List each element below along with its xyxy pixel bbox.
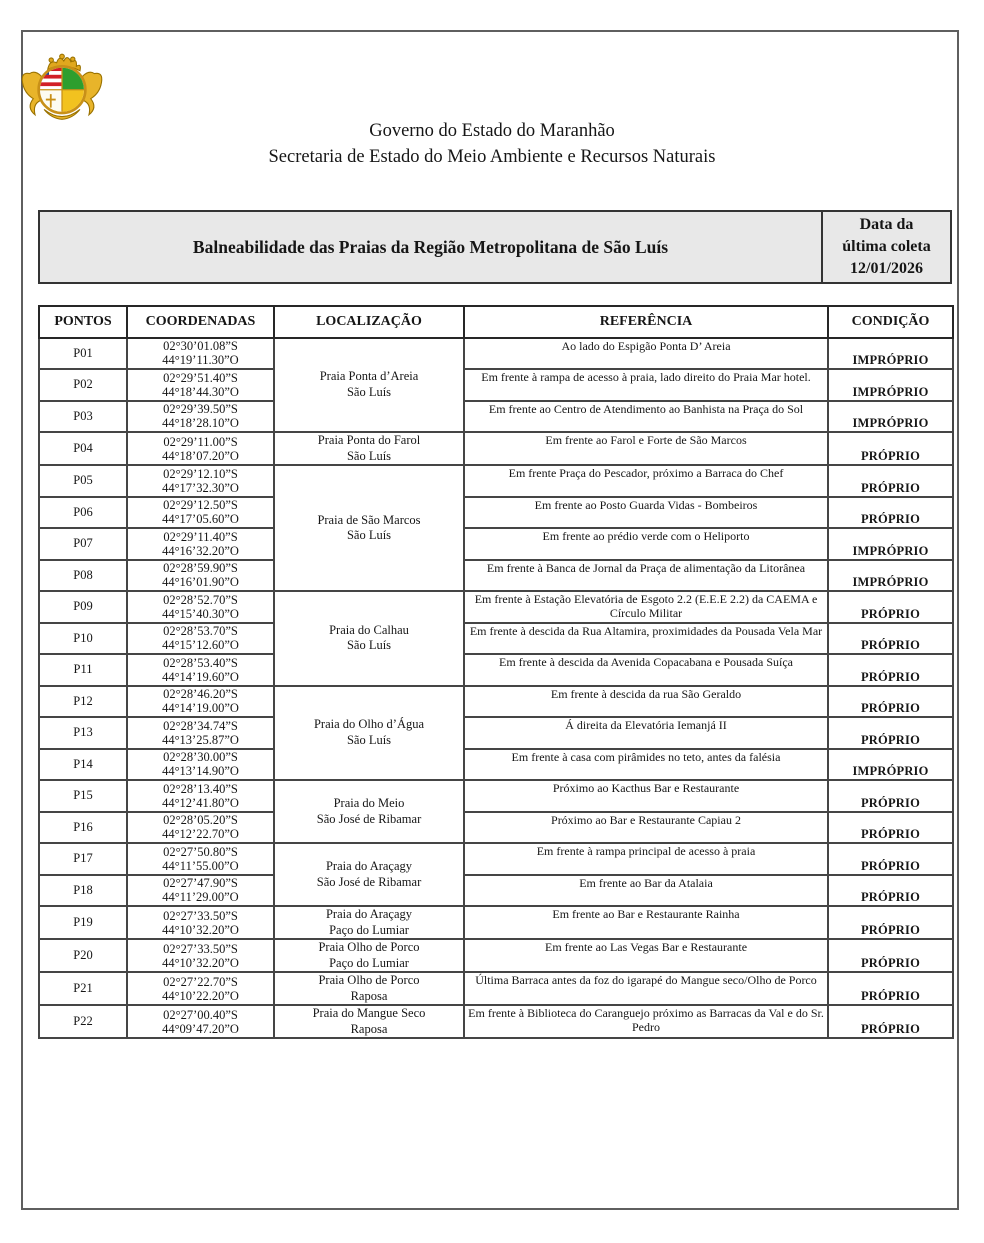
- condition-cell: PRÓPRIO: [828, 780, 953, 812]
- point-id-cell: P18: [39, 875, 127, 907]
- coordinates-cell: 02°29’12.10”S 44°17’32.30”O: [127, 465, 274, 497]
- coordinates-cell: 02°28’52.70”S 44°15’40.30”O: [127, 591, 274, 623]
- reference-cell: Em frente à descida da rua São Geraldo: [464, 686, 828, 718]
- reference-cell: Próximo ao Kacthus Bar e Restaurante: [464, 780, 828, 812]
- condition-cell: PRÓPRIO: [828, 717, 953, 749]
- reference-cell: Ao lado do Espigão Ponta D’ Areia: [464, 338, 828, 370]
- location-cell: Praia do Araçagy Paço do Lumiar: [274, 906, 464, 939]
- location-cell: Praia do Araçagy São José de Ribamar: [274, 843, 464, 906]
- reference-cell: Em frente à Biblioteca do Caranguejo próximo as Barracas da Val e do Sr. Pedro: [464, 1005, 828, 1038]
- coordinates-cell: 02°28’05.20”S 44°12’22.70”O: [127, 812, 274, 844]
- reference-cell: Em frente à rampa principal de acesso à praia: [464, 843, 828, 875]
- location-cell: Praia Olho de Porco Paço do Lumiar: [274, 939, 464, 972]
- point-id-cell: P08: [39, 560, 127, 592]
- location-cell: Praia do Olho d’Água São Luís: [274, 686, 464, 781]
- point-id-cell: P01: [39, 338, 127, 370]
- point-id-cell: P19: [39, 906, 127, 939]
- condition-cell: PRÓPRIO: [828, 906, 953, 939]
- condition-cell: PRÓPRIO: [828, 812, 953, 844]
- point-id-cell: P04: [39, 432, 127, 465]
- date-value: 12/01/2026: [850, 260, 923, 277]
- coordinates-cell: 02°28’53.40”S 44°14’19.60”O: [127, 654, 274, 686]
- table-row: [39, 528, 953, 560]
- reference-cell: Em frente ao Bar e Restaurante Rainha: [464, 906, 828, 939]
- location-cell: Praia do Calhau São Luís: [274, 591, 464, 686]
- point-id-cell: P05: [39, 465, 127, 497]
- coat-of-arms-icon: [15, 52, 109, 122]
- coordinates-cell: 02°27’22.70”S 44°10’22.20”O: [127, 972, 274, 1005]
- report-title: Balneabilidade das Praias da Região Metropolitana de São Luís: [192, 236, 669, 257]
- point-id-cell: P06: [39, 497, 127, 529]
- coordinates-cell: 02°29’39.50”S 44°18’28.10”O: [127, 401, 274, 433]
- reference-cell: Em frente ao Centro de Atendimento ao Banhista na Praça do Sol: [464, 401, 828, 433]
- point-id-cell: P09: [39, 591, 127, 623]
- condition-cell: PRÓPRIO: [828, 875, 953, 907]
- org-name-line1: Governo do Estado do Maranhão: [369, 121, 615, 141]
- table-row: [39, 465, 953, 497]
- coordinates-cell: 02°29’51.40”S 44°18’44.30”O: [127, 369, 274, 401]
- point-id-cell: P03: [39, 401, 127, 433]
- coordinates-cell: 02°29’12.50”S 44°17’05.60”O: [127, 497, 274, 529]
- beach-conditions-table: [38, 305, 954, 1039]
- condition-cell: IMPRÓPRIO: [828, 528, 953, 560]
- location-cell: Praia do Meio São José de Ribamar: [274, 780, 464, 843]
- point-id-cell: P21: [39, 972, 127, 1005]
- table-row: [39, 972, 953, 1005]
- reference-cell: Próximo ao Bar e Restaurante Capiau 2: [464, 812, 828, 844]
- point-id-cell: P10: [39, 623, 127, 655]
- table-row: [39, 1005, 953, 1038]
- column-header-condio: CONDIÇÃO: [828, 306, 953, 338]
- table-row: [39, 401, 953, 433]
- table-row: [39, 686, 953, 718]
- coordinates-cell: 02°27’33.50”S 44°10’32.20”O: [127, 906, 274, 939]
- point-id-cell: P07: [39, 528, 127, 560]
- report-title-banner: [38, 210, 952, 284]
- table-row: [39, 906, 953, 939]
- reference-cell: Em frente ao Bar da Atalaia: [464, 875, 828, 907]
- point-id-cell: P20: [39, 939, 127, 972]
- reference-cell: Em frente à descida da Avenida Copacabana e Pousada Suíça: [464, 654, 828, 686]
- coordinates-cell: 02°28’34.74”S 44°13’25.87”O: [127, 717, 274, 749]
- coordinates-cell: 02°27’50.80”S 44°11’55.00”O: [127, 843, 274, 875]
- condition-cell: PRÓPRIO: [828, 686, 953, 718]
- date-label-line1: Data da: [859, 216, 914, 233]
- condition-cell: IMPRÓPRIO: [828, 560, 953, 592]
- table-row: [39, 749, 953, 781]
- org-name-line2: Secretaria de Estado do Meio Ambiente e Recursos Naturais: [268, 147, 716, 167]
- point-id-cell: P13: [39, 717, 127, 749]
- point-id-cell: P11: [39, 654, 127, 686]
- reference-cell: Em frente ao prédio verde com o Heliporto: [464, 528, 828, 560]
- column-header-coordenadas: COORDENADAS: [127, 306, 274, 338]
- coordinates-cell: 02°28’59.90”S 44°16’01.90”O: [127, 560, 274, 592]
- condition-cell: PRÓPRIO: [828, 1005, 953, 1038]
- point-id-cell: P16: [39, 812, 127, 844]
- coordinates-cell: 02°27’33.50”S 44°10’32.20”O: [127, 939, 274, 972]
- reference-cell: Em frente à Banca de Jornal da Praça de alimentação da Litorânea: [464, 560, 828, 592]
- table-row: [39, 780, 953, 812]
- condition-cell: IMPRÓPRIO: [828, 338, 953, 370]
- coordinates-cell: 02°29’11.40”S 44°16’32.20”O: [127, 528, 274, 560]
- reference-cell: Em frente Praça do Pescador, próximo a Barraca do Chef: [464, 465, 828, 497]
- condition-cell: PRÓPRIO: [828, 939, 953, 972]
- location-cell: Praia Ponta d’Areia São Luís: [274, 338, 464, 433]
- date-label-line2: última coleta: [842, 238, 931, 255]
- coordinates-cell: 02°28’13.40”S 44°12’41.80”O: [127, 780, 274, 812]
- point-id-cell: P14: [39, 749, 127, 781]
- table-row: [39, 338, 953, 370]
- condition-cell: PRÓPRIO: [828, 591, 953, 623]
- condition-cell: IMPRÓPRIO: [828, 369, 953, 401]
- coordinates-cell: 02°30’01.08”S 44°19’11.30”O: [127, 338, 274, 370]
- table-row: [39, 654, 953, 686]
- table-row: [39, 812, 953, 844]
- reference-cell: Em frente ao Farol e Forte de São Marcos: [464, 432, 828, 465]
- column-header-localizao: LOCALIZAÇÃO: [274, 306, 464, 338]
- table-row: [39, 497, 953, 529]
- condition-cell: IMPRÓPRIO: [828, 749, 953, 781]
- beach-table-body: [39, 338, 953, 1039]
- point-id-cell: P15: [39, 780, 127, 812]
- condition-cell: PRÓPRIO: [828, 432, 953, 465]
- table-row: [39, 939, 953, 972]
- reference-cell: Em frente ao Las Vegas Bar e Restaurante: [464, 939, 828, 972]
- table-row: [39, 875, 953, 907]
- point-id-cell: P12: [39, 686, 127, 718]
- coordinates-cell: 02°27’00.40”S 44°09’47.20”O: [127, 1005, 274, 1038]
- reference-cell: Em frente ao Posto Guarda Vidas - Bombeiros: [464, 497, 828, 529]
- point-id-cell: P17: [39, 843, 127, 875]
- table-row: [39, 560, 953, 592]
- reference-cell: Última Barraca antes da foz do igarapé do Mangue seco/Olho de Porco: [464, 972, 828, 1005]
- condition-cell: PRÓPRIO: [828, 843, 953, 875]
- reference-cell: Em frente à Estação Elevatória de Esgoto 2.2 (E.E.E 2.2) da CAEMA e Círculo Militar: [464, 591, 828, 623]
- table-row: [39, 717, 953, 749]
- location-cell: Praia Olho de Porco Raposa: [274, 972, 464, 1005]
- table-row: [39, 591, 953, 623]
- column-header-referncia: REFERÊNCIA: [464, 306, 828, 338]
- location-cell: Praia Ponta do Farol São Luís: [274, 432, 464, 465]
- table-row: [39, 432, 953, 465]
- table-header-row: [39, 306, 953, 338]
- org-header: [0, 118, 984, 170]
- condition-cell: IMPRÓPRIO: [828, 401, 953, 433]
- coordinates-cell: 02°29’11.00”S 44°18’07.20”O: [127, 432, 274, 465]
- reference-cell: Em frente à casa com pirâmides no teto, antes da falésia: [464, 749, 828, 781]
- table-row: [39, 843, 953, 875]
- condition-cell: PRÓPRIO: [828, 465, 953, 497]
- condition-cell: PRÓPRIO: [828, 972, 953, 1005]
- coordinates-cell: 02°27’47.90”S 44°11’29.00”O: [127, 875, 274, 907]
- reference-cell: Em frente à descida da Rua Altamira, proximidades da Pousada Vela Mar: [464, 623, 828, 655]
- coordinates-cell: 02°28’46.20”S 44°14’19.00”O: [127, 686, 274, 718]
- condition-cell: PRÓPRIO: [828, 623, 953, 655]
- condition-cell: PRÓPRIO: [828, 654, 953, 686]
- maranhao-coat-of-arms-logo: [15, 52, 109, 122]
- condition-cell: PRÓPRIO: [828, 497, 953, 529]
- column-header-pontos: PONTOS: [39, 306, 127, 338]
- coordinates-cell: 02°28’30.00”S 44°13’14.90”O: [127, 749, 274, 781]
- reference-cell: Á direita da Elevatória Iemanjá II: [464, 717, 828, 749]
- table-row: [39, 623, 953, 655]
- location-cell: Praia do Mangue Seco Raposa: [274, 1005, 464, 1038]
- location-cell: Praia de São Marcos São Luís: [274, 465, 464, 591]
- last-collection-date-cell: [821, 212, 950, 282]
- reference-cell: Em frente à rampa de acesso à praia, lado direito do Praia Mar hotel.: [464, 369, 828, 401]
- table-row: [39, 369, 953, 401]
- point-id-cell: P02: [39, 369, 127, 401]
- coordinates-cell: 02°28’53.70”S 44°15’12.60”O: [127, 623, 274, 655]
- point-id-cell: P22: [39, 1005, 127, 1038]
